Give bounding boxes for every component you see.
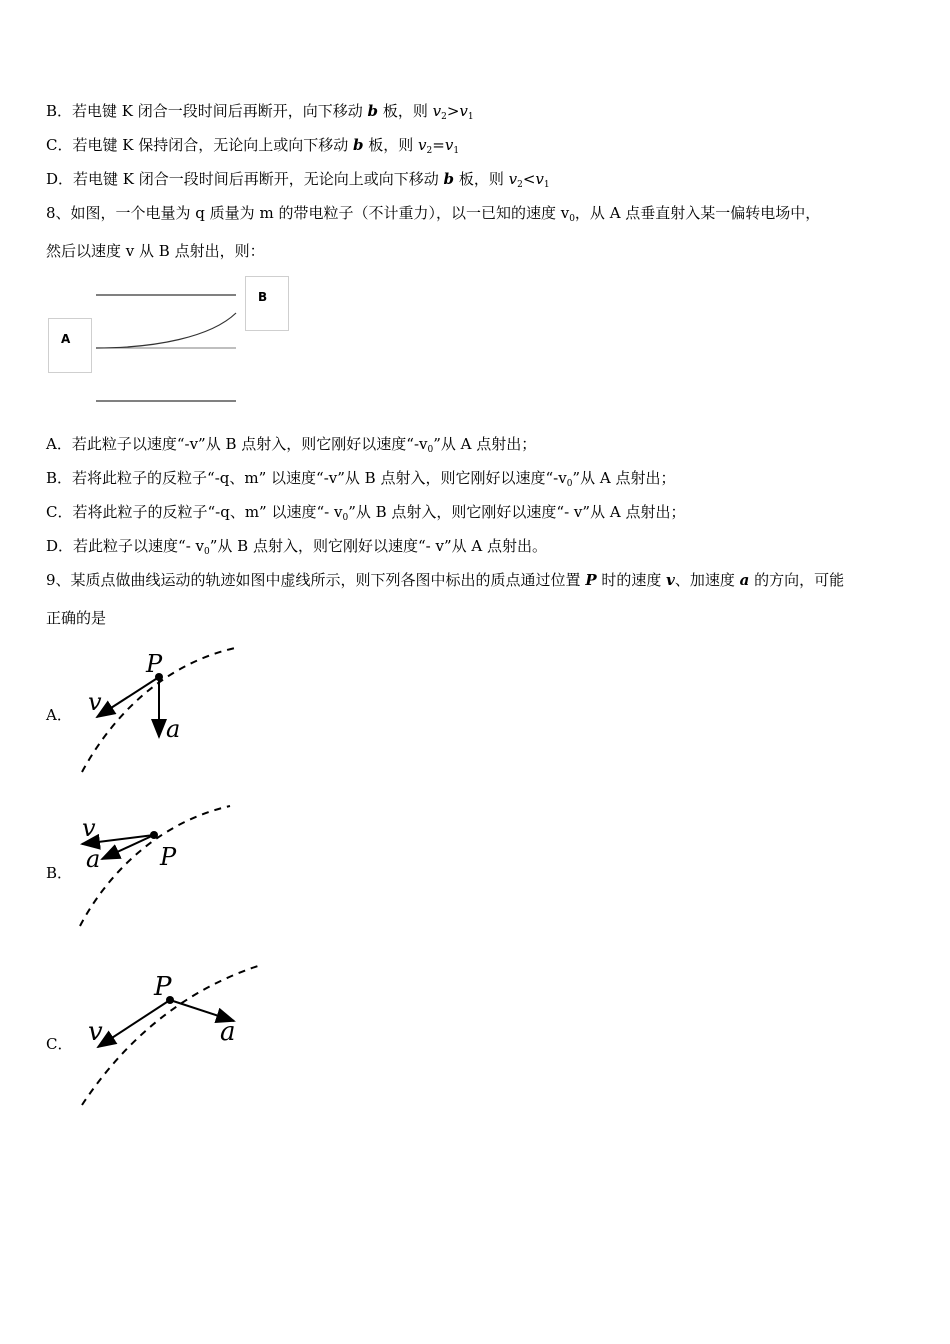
q7-option-c-text: C．若电键 K 保持闭合，无论向上或向下移动 — [46, 136, 353, 154]
velocity-arrow — [98, 1000, 170, 1047]
label-a: a — [166, 715, 181, 743]
q8-stem-line2: 然后以速度 v 从 B 点射出，则： — [46, 242, 265, 260]
var-p: P — [585, 571, 597, 589]
sub-0: 0 — [566, 479, 573, 489]
q8-option-c — [46, 502, 685, 528]
q9-option-a-label: A． — [46, 706, 72, 724]
q8-option-d — [46, 536, 547, 562]
point-a-text: A — [61, 332, 71, 346]
q7-option-d-text: D．若电键 K 闭合一段时间后再断开，无论向上或向下移动 — [46, 170, 444, 188]
q9-option-c-label: C． — [46, 1035, 73, 1053]
sub-1: 1 — [467, 112, 474, 122]
var-v2: v — [432, 102, 442, 120]
q8-option-a — [46, 434, 536, 460]
var-v: v — [666, 571, 675, 589]
sub-0: 0 — [342, 513, 349, 523]
q9-option-c-figure — [70, 960, 290, 1110]
q9-stem-part1: 9、某质点做曲线运动的轨迹如图中虚线所示，则下列各图中标出的质点通过位置 — [46, 571, 586, 589]
q9-stem-line1 — [46, 570, 844, 590]
trajectory-dashed — [80, 806, 230, 926]
relation: < — [522, 170, 536, 188]
label-v: v — [82, 814, 96, 842]
var-b: b — [367, 102, 379, 120]
point-b-text: B — [258, 290, 268, 304]
velocity-arrow — [97, 677, 159, 717]
q9-option-a-figure — [70, 640, 270, 780]
q8-stem-line1 — [46, 203, 820, 229]
q8-stem-part1: 8、如图，一个电量为 q 质量为 m 的带电粒子（不计重力），以一已知的速度 v — [46, 204, 570, 222]
q7-option-b-mid: 板，则 — [378, 102, 433, 120]
var-v1: v — [444, 136, 454, 154]
q7-option-d-mid: 板，则 — [454, 170, 509, 188]
q9-option-b-figure — [70, 798, 270, 938]
var-v2: v — [508, 170, 518, 188]
q8-option-c-part1: C．若将此粒子的反粒子“-q、m” 以速度“- v — [46, 503, 343, 521]
label-p: P — [146, 650, 163, 678]
q7-option-b — [46, 101, 474, 127]
var-v1: v — [535, 170, 544, 188]
q8-option-b — [46, 468, 675, 494]
q8-option-a-part2: ”从 A 点射出； — [433, 435, 537, 453]
q9-stem-part4: 的方向，可能 — [749, 571, 845, 589]
q9-stem-line2: 正确的是 — [46, 609, 107, 627]
q8-option-d-part1: D．若此粒子以速度“- v — [46, 537, 205, 555]
relation: > — [446, 102, 460, 120]
relation: = — [432, 136, 445, 154]
label-v: v — [88, 1017, 103, 1047]
sub-0: 0 — [427, 445, 434, 455]
q8-option-a-part1: A．若此粒子以速度“-v”从 B 点射入，则它刚好以速度“-v — [46, 435, 428, 453]
sub-2: 2 — [517, 180, 523, 190]
q8-stem-part2: ，从 A 点垂直射入某一偏转电场中， — [574, 204, 821, 222]
var-b: b — [443, 170, 455, 188]
label-v: v — [88, 688, 102, 716]
q8-option-c-part2: ”从 B 点射入，则它刚好以速度“- v”从 A 点射出； — [348, 503, 686, 521]
q8-option-b-part2: ”从 A 点射出； — [572, 469, 676, 487]
point-b-label — [245, 276, 289, 331]
particle-trajectory — [96, 313, 236, 348]
q8-option-d-part2: ”从 B 点射入，则它刚好以速度“- v”从 A 点射出。 — [209, 537, 547, 555]
sub-0: 0 — [204, 547, 210, 557]
q9-stem-part2: 时的速度 — [596, 571, 667, 589]
sub-1: 1 — [543, 180, 550, 190]
label-p: P — [160, 843, 177, 871]
q8-option-b-part1: B．若将此粒子的反粒子“-q、m” 以速度“-v”从 B 点射入，则它刚好以速度“-v — [46, 469, 567, 487]
var-a: a — [739, 571, 750, 589]
var-b: b — [353, 136, 364, 154]
label-p: P — [154, 972, 172, 1002]
sub-2: 2 — [441, 112, 447, 122]
q9-option-b-label: B． — [46, 864, 73, 882]
var-v1: v — [459, 102, 468, 120]
label-a: a — [220, 1017, 236, 1047]
sub-1: 1 — [453, 146, 460, 156]
q7-option-d — [46, 169, 550, 195]
var-v2: v — [418, 136, 427, 154]
q9-stem-part3: 、加速度 — [674, 571, 740, 589]
q7-option-c — [46, 135, 459, 161]
sub-2: 2 — [426, 146, 433, 156]
q7-option-c-mid: 板，则 — [363, 136, 419, 154]
label-a: a — [86, 845, 101, 873]
q7-option-b-text: B．若电键 K 闭合一段时间后再断开，向下移动 — [46, 102, 368, 120]
point-a-label — [48, 318, 92, 373]
sub-0: 0 — [569, 214, 575, 224]
